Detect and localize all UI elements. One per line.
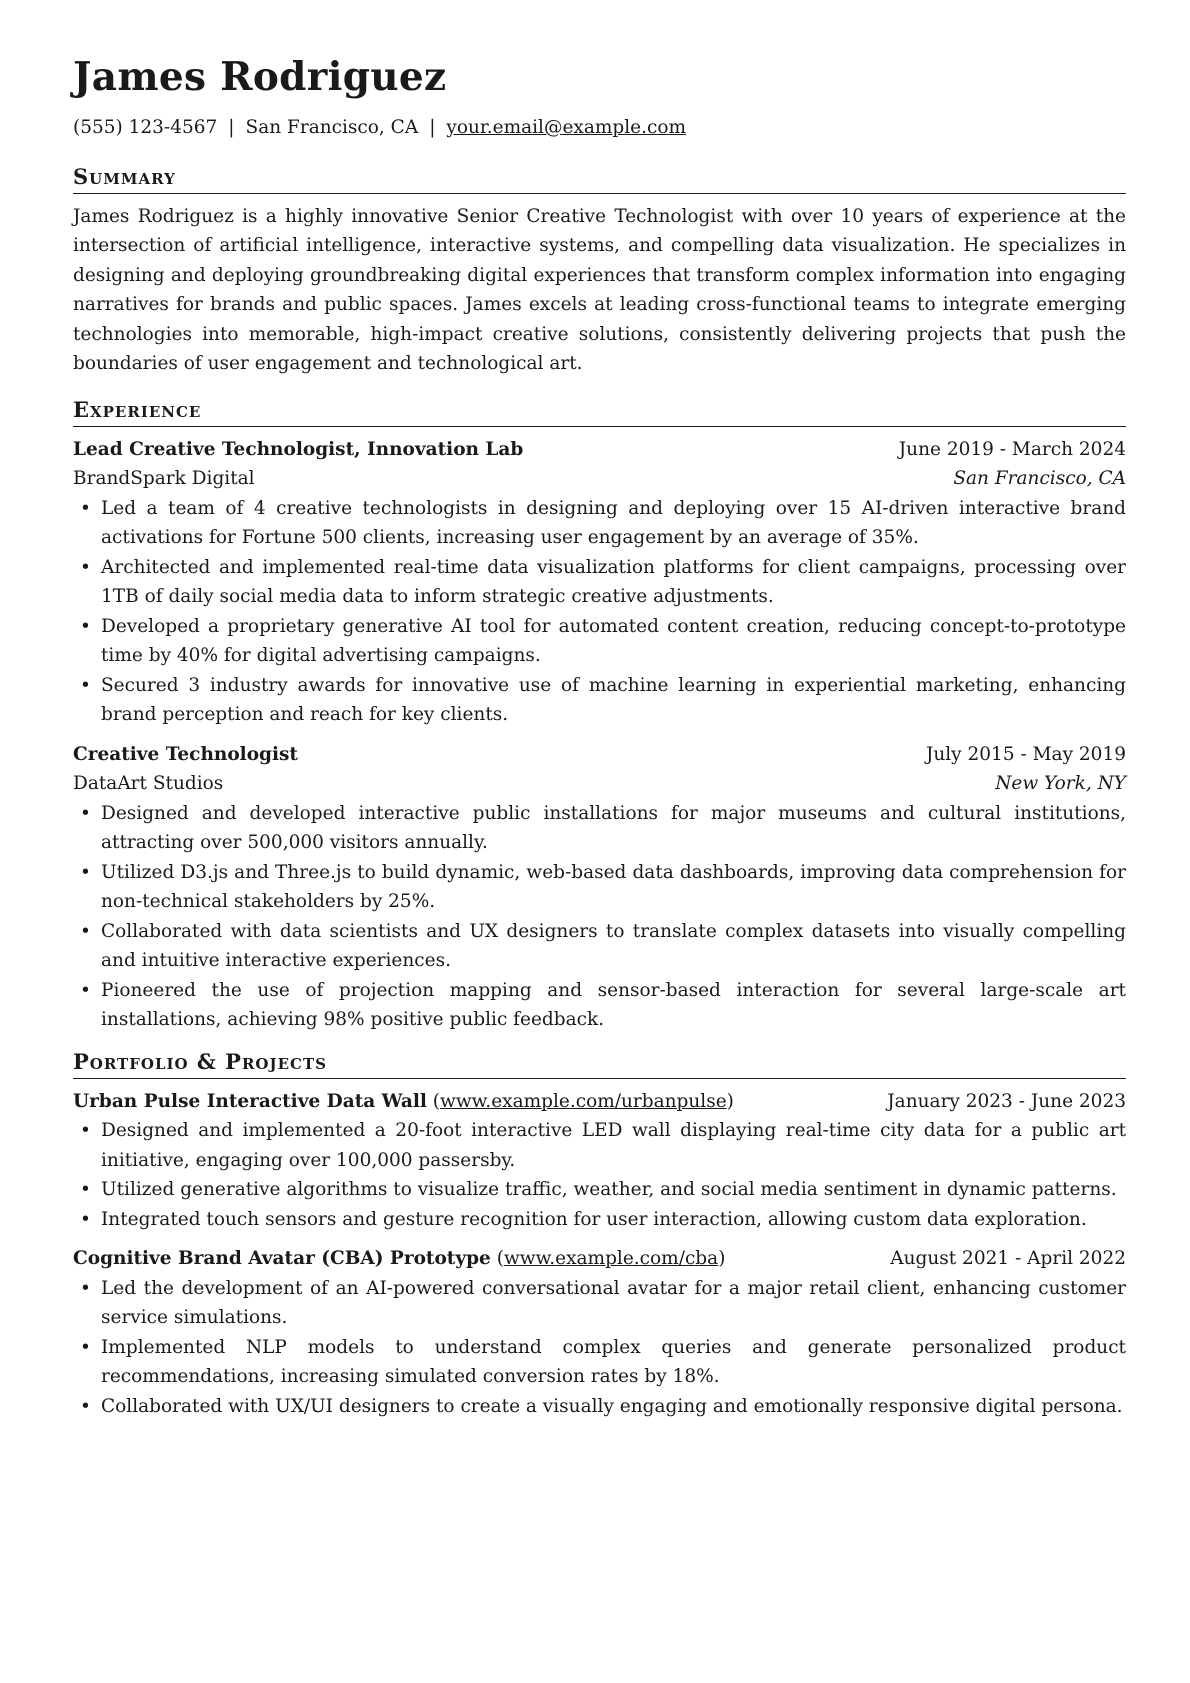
bullet-item: • Pioneered the use of projection mapping and sensor-based interaction for several large-scale art installations, achieving 98% positive public feedback. <box>73 976 1126 1035</box>
contact-separator: | <box>228 117 235 138</box>
paren-close: ) <box>718 1248 726 1269</box>
email-link[interactable]: your.email@example.com <box>446 117 687 138</box>
project-dates: August 2021 - April 2022 <box>890 1248 1126 1269</box>
job-role: Lead Creative Technologist, Innovation Lab <box>73 438 524 460</box>
project-entry <box>73 1087 1126 1235</box>
project-link[interactable]: www.example.com/urbanpulse <box>440 1090 727 1112</box>
job-bullets <box>73 494 1126 730</box>
bullet-item: • Implemented NLP models to understand complex queries and generate personalized product recommendations, increasing simulated conversion rates by 18%. <box>73 1333 1126 1392</box>
project-header-row <box>73 1087 1126 1117</box>
bullet-item: • Integrated touch sensors and gesture recognition for user interaction, allowing custom data exploration. <box>73 1205 1126 1235</box>
project-link-wrap <box>433 1091 734 1112</box>
bullet-item: • Collaborated with UX/UI designers to create a visually engaging and emotionally responsive digital persona. <box>73 1392 1126 1422</box>
bullet-item: • Secured 3 industry awards for innovative use of machine learning in experiential marketing, enhancing brand perception and reach for key clients. <box>73 671 1126 730</box>
job-location: New York, NY <box>995 773 1126 794</box>
bullet-item: • Collaborated with data scientists and UX designers to translate complex datasets into visually compelling and intuitive interactive experiences. <box>73 917 1126 976</box>
job-entry <box>73 435 1126 730</box>
project-link[interactable]: www.example.com/cba <box>503 1248 719 1269</box>
bullet-item: • Developed a proprietary generative AI tool for automated content creation, reducing concept-to-prototype time by 40% for digital advertising campaigns. <box>73 612 1126 671</box>
project-bullets <box>73 1116 1126 1234</box>
job-entry <box>73 740 1126 1035</box>
contact-separator: | <box>429 117 436 138</box>
phone-number: (555) 123-4567 <box>73 117 218 138</box>
project-heading <box>73 1244 725 1274</box>
job-bullets <box>73 799 1126 1035</box>
bullet-item: • Architected and implemented real-time data visualization platforms for client campaigns, processing over 1TB of daily social media data to inform strategic creative adjustments. <box>73 553 1126 612</box>
section-title-summary: Summary <box>73 166 1126 194</box>
paren-open: ( <box>496 1248 504 1269</box>
paren-open: ( <box>432 1090 440 1112</box>
job-location: San Francisco, CA <box>953 468 1126 489</box>
projects-section <box>73 1048 1126 1422</box>
candidate-name: James Rodriguez <box>73 54 447 100</box>
job-company: DataArt Studios <box>73 773 224 794</box>
experience-section <box>73 396 1126 1035</box>
job-role: Creative Technologist <box>73 743 298 765</box>
job-header-row <box>73 435 1126 465</box>
job-dates: July 2015 - May 2019 <box>925 743 1126 765</box>
section-title-projects: Portfolio & Projects <box>73 1051 1126 1079</box>
location: San Francisco, CA <box>245 117 419 138</box>
paren-close: ) <box>726 1090 734 1112</box>
bullet-item: • Led the development of an AI-powered conversational avatar for a major retail client, enhancing customer service simulations. <box>73 1274 1126 1333</box>
section-title-experience: Experience <box>73 399 1126 427</box>
job-company: BrandSpark Digital <box>73 468 255 489</box>
project-name: Cognitive Brand Avatar (CBA) Prototype <box>73 1248 491 1269</box>
project-header-row <box>73 1244 1126 1274</box>
job-header-row <box>73 740 1126 770</box>
summary-text: James Rodriguez is a highly innovative Senior Creative Technologist with over 10 years of experience at the intersection of artificial intelligence, interactive systems, and compelling data visualization. He specializes in designing and deploying groundbreaking digital experiences that transform complex information into engaging narratives for brands and public spaces. James excels at leading cross-functional teams to integrate emerging technologies into memorable, high-impact creative solutions, consistently delivering projects that push the boundaries of user engagement and technological art. <box>73 205 1126 374</box>
project-heading <box>73 1087 734 1117</box>
bullet-item: • Utilized D3.js and Three.js to build dynamic, web-based data dashboards, improving data comprehension for non-technical stakeholders by 25%. <box>73 858 1126 917</box>
bullet-item: • Designed and developed interactive public installations for major museums and cultural institutions, attracting over 500,000 visitors annually. <box>73 799 1126 858</box>
contact-line <box>73 119 1126 138</box>
bullet-item: • Led a team of 4 creative technologists in designing and deploying over 15 AI-driven interactive brand activations for Fortune 500 clients, increasing user engagement by an average of 35%. <box>73 494 1126 553</box>
project-entry <box>73 1244 1126 1421</box>
bullet-item: • Designed and implemented a 20-foot interactive LED wall displaying real-time city data for a public art initiative, engaging over 100,000 passersby. <box>73 1116 1126 1175</box>
project-bullets <box>73 1274 1126 1422</box>
project-name: Urban Pulse Interactive Data Wall <box>73 1090 427 1112</box>
bullet-item: • Utilized generative algorithms to visualize traffic, weather, and social media sentiment in dynamic patterns. <box>73 1175 1126 1205</box>
job-dates: June 2019 - March 2024 <box>898 438 1126 460</box>
job-company-row <box>73 464 1126 494</box>
project-link-wrap <box>497 1248 726 1269</box>
job-company-row <box>73 769 1126 799</box>
summary-section <box>73 163 1126 379</box>
project-dates: January 2023 - June 2023 <box>887 1090 1126 1112</box>
